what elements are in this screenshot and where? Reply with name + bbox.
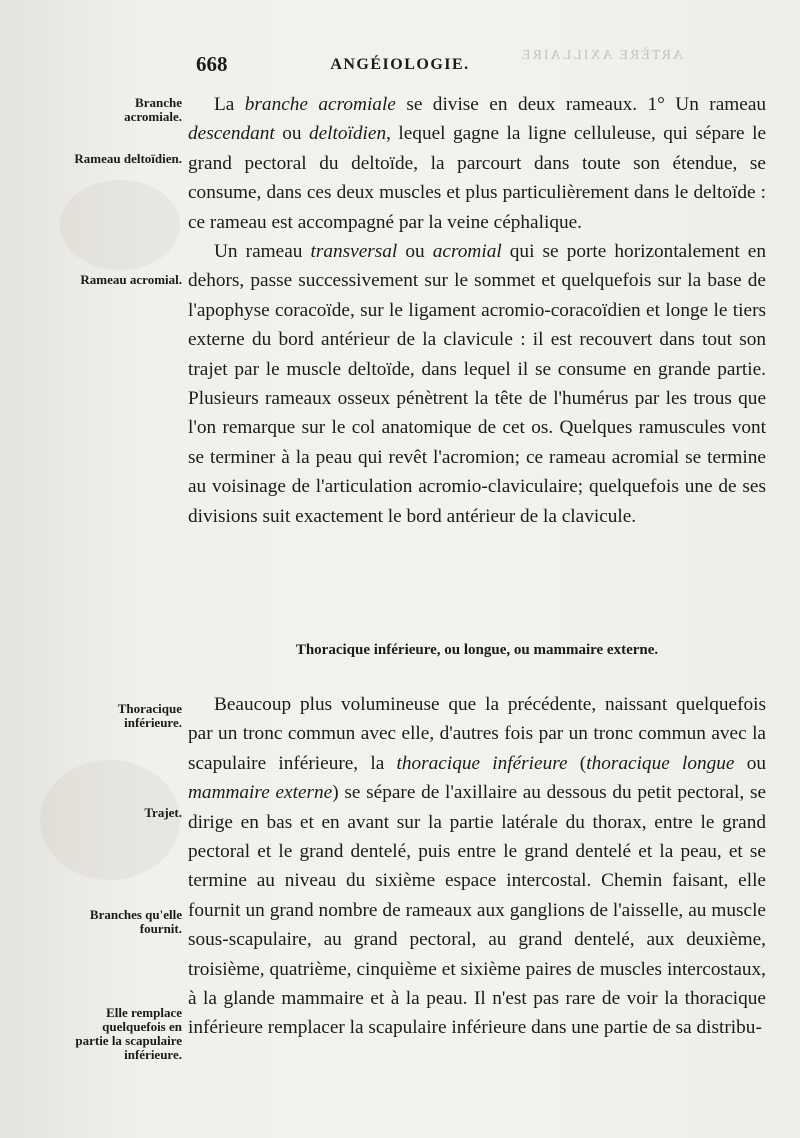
paper-stain	[40, 760, 180, 880]
running-title: ANGÉIOLOGIE.	[330, 56, 470, 73]
page-number: 668	[196, 52, 228, 76]
section-heading: Thoracique inférieure, ou longue, ou mammaire externe.	[295, 642, 659, 658]
margin-note-rameau-deltoidien: Rameau deltoïdien.	[74, 151, 182, 166]
margin-note-remplace: Elle remplace quelquefois en partie la scapulaire inférieure.	[75, 1005, 182, 1062]
paragraph-rameau-acromial	[188, 237, 766, 531]
italic-term: transversal	[310, 241, 398, 263]
body-text-lower	[188, 690, 766, 1043]
margin-note-branche-acromiale: Branche acromiale.	[124, 95, 182, 124]
text-run: , lequel gagne la ligne celluleuse, qui sépare le grand pectoral du deltoïde, la parcourt dans toute son étendue, se consume, dans ces deux muscles et plus particulièrement dans le deltoïde : ce rameau est accompagné par la veine céphalique.	[188, 123, 767, 233]
text-run: ) se sépare de l'axillaire au dessous du petit pectoral, se dirige en bas et en avant sur la partie latérale du thorax, entre le grand pectoral et le grand dentelé, puis entre le grand dentelé et la peau, et se termine au niveau du sixième espace intercostal. Chemin faisant, elle fournit un grand nombre de rameaux aux ganglions de l'aisselle, au muscle sous-scapulaire, au grand pectoral, au grand dentelé, aux deuxième, troisième, quatrième, cinquième et sixième paires de muscles intercostaux, à la glande mammaire et à la peau. Il n'est pas rare de voir la thoracique inférieure remplacer la scapulaire inférieure dans une partie de sa distribu-	[188, 782, 767, 1039]
margin-note-trajet: Trajet.	[144, 805, 182, 820]
italic-term: acromial	[432, 241, 502, 263]
italic-term: descendant	[188, 123, 275, 145]
italic-term: branche acromiale	[244, 94, 396, 115]
text-run: ou	[734, 752, 766, 774]
text-run: Beaucoup plus volumineuse que la précédente, naissant quelquefois par un tronc commun avec elle, d'autres fois par un tronc commun avec la scapulaire inférieure, la	[188, 694, 766, 774]
show-through-text: ARTÈRE AXILLAIRE	[520, 48, 683, 63]
italic-term: deltoïdien	[308, 123, 387, 145]
italic-term: thoracique longue	[586, 752, 735, 774]
text-run: se divise en deux rameaux. 1° Un rameau	[395, 94, 767, 115]
italic-term: mammaire externe	[188, 782, 333, 804]
paragraph-branche-acromiale	[188, 90, 766, 237]
page-header	[0, 52, 800, 82]
text-run: Un rameau	[214, 241, 311, 263]
text-run: qui se porte horizontalement en dehors, passe successivement sur le sommet et quelquefois sur la base de l'apophyse coracoïde, sur le ligament acromio-coracoïdien et longe le tiers externe du bord antérieur de la clavicule : il est recouvert dans tout son trajet par le muscle deltoïde, dans lequel il se consume en grande partie. Plusieurs rameaux osseux pénètrent la tête de l'humérus par les trous que l'on remarque sur le col anatomique de cet os. Quelques ramuscules vont se terminer à la peau qui revêt l'acromion; ce rameau acromial se termine au voisinage de l'articulation acromio-claviculaire; quelquefois une de ses divisions suit exactement le bord antérieur de la clavicule.	[188, 241, 767, 527]
body-text-upper	[188, 90, 766, 531]
text-run: (	[567, 752, 587, 774]
text-run: La	[214, 94, 245, 115]
margin-note-thoracique-inferieure: Thoracique inférieure.	[117, 701, 182, 730]
text-run: ou	[397, 241, 433, 263]
text-run: ou	[274, 123, 309, 145]
paragraph-thoracique-inferieure	[188, 690, 766, 1043]
italic-term: thoracique inférieure	[396, 752, 568, 774]
margin-note-rameau-acromial: Rameau acromial.	[80, 272, 182, 287]
margin-note-branches: Branches qu'elle fournit.	[89, 907, 182, 936]
paper-stain	[60, 180, 180, 270]
